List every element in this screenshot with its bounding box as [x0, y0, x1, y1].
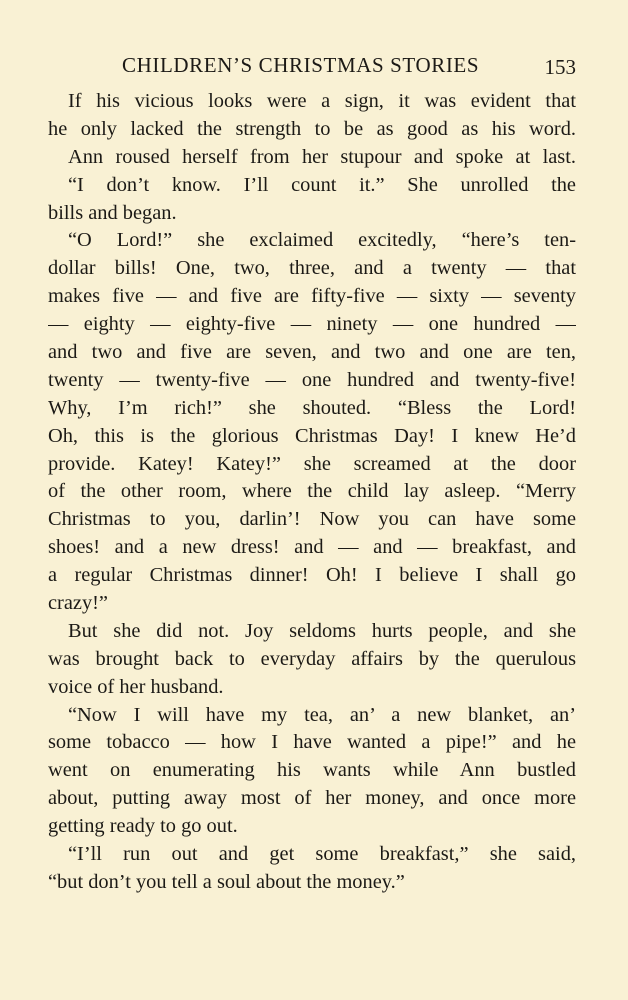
- text-line: voice of her husband.: [48, 675, 224, 698]
- text-line: provide. Katey! Katey!” she screamed at the door: [48, 452, 576, 475]
- text-line: about, putting away most of her money, and once more: [48, 787, 576, 810]
- text-line: went on enumerating his wants while Ann bustled: [48, 759, 576, 782]
- text-line: “Now I will have my tea, an’ a new blanket, an’: [68, 703, 576, 726]
- running-title: CHILDREN’S CHRISTMAS STORIES: [122, 53, 480, 77]
- text-line: getting ready to go out.: [48, 815, 238, 838]
- text-line: twenty — twenty-five — one hundred and twenty-five!: [48, 368, 576, 391]
- text-line: If his vicious looks were a sign, it was evident that: [68, 90, 576, 112]
- text-line: makes five — and five are fifty-five — sixty — seventy: [48, 285, 576, 308]
- text-line: Ann roused herself from her stupour and spoke at last.: [68, 145, 576, 168]
- text-line: — eighty — eighty-five — ninety — one hundred —: [48, 313, 576, 336]
- text-line: and two and five are seven, and two and one are ten,: [48, 341, 576, 364]
- text-line: shoes! and a new dress! and — and — breakfast, and: [48, 536, 576, 559]
- text-line: “but don’t you tell a soul about the money.”: [48, 870, 405, 893]
- text-line: Why, I’m rich!” she shouted. “Bless the Lord!: [48, 396, 576, 419]
- body-text: [48, 88, 576, 897]
- text-line: he only lacked the strength to be as good as his word.: [48, 117, 576, 140]
- text-line: of the other room, where the child lay asleep. “Merry: [48, 480, 576, 503]
- text-line: bills and began.: [48, 201, 177, 224]
- running-header: [48, 50, 576, 80]
- page-number: 153: [544, 55, 576, 79]
- text-line: some tobacco — how I have wanted a pipe!” and he: [48, 731, 576, 754]
- text-line: a regular Christmas dinner! Oh! I believe I shall go: [48, 564, 576, 587]
- text-line: dollar bills! One, two, three, and a twenty — that: [48, 257, 576, 280]
- text-line: “I’ll run out and get some breakfast,” she said,: [68, 843, 576, 866]
- text-line: Christmas to you, darlin’! Now you can have some: [48, 508, 576, 531]
- text-line: was brought back to everyday affairs by the querulous: [48, 647, 576, 670]
- text-line: Oh, this is the glorious Christmas Day! I knew He’d: [48, 424, 576, 447]
- text-line: crazy!”: [48, 592, 108, 615]
- text-line: “O Lord!” she exclaimed excitedly, “here’s ten-: [68, 229, 576, 252]
- text-line: But she did not. Joy seldoms hurts people, and she: [68, 619, 576, 642]
- text-line: “I don’t know. I’ll count it.” She unrolled the: [68, 173, 576, 196]
